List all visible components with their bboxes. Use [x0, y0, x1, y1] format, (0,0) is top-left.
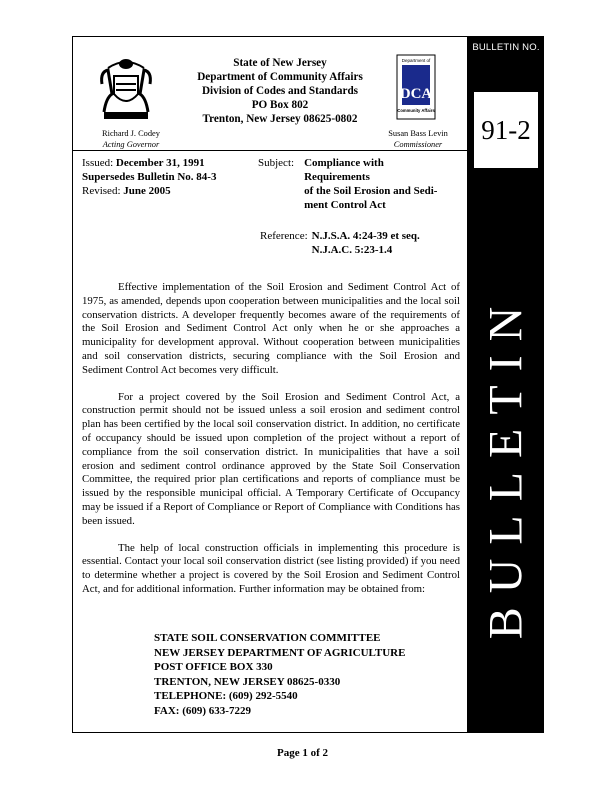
governor-name: Richard J. Codey [102, 129, 160, 138]
bulletin-number-box [474, 92, 538, 168]
subject-label: Subject: [258, 157, 295, 169]
revised-date: June 2005 [123, 185, 171, 197]
issued-date: December 31, 1991 [115, 157, 205, 169]
commissioner-title: Commissioner [393, 140, 443, 149]
subject-line: ment Control Act [304, 199, 386, 211]
subject-line: Compliance with Requirements [304, 157, 384, 183]
logo-letters: DCA [399, 86, 433, 102]
address-line: TRENTON, NEW JERSEY 08625-0330 [154, 675, 341, 688]
reference-text [312, 229, 420, 257]
logo-top-text: Department of [401, 58, 431, 63]
address-line: NEW JERSEY DEPARTMENT OF AGRICULTURE [154, 646, 406, 659]
agency-header [180, 56, 380, 126]
subject-text [304, 156, 444, 212]
issue-info [82, 156, 216, 198]
logo-bottom-text: Community Affairs [397, 108, 435, 113]
governor-signature [86, 128, 176, 150]
revised-label: Revised: [82, 185, 121, 197]
header-po-box: PO Box 802 [251, 99, 309, 111]
subject-line: of the Soil Erosion and Sedi- [304, 185, 438, 197]
reference-line: N.J.S.A. 4:24-39 et seq. [311, 230, 420, 242]
reference-block [260, 229, 420, 257]
address-line: POST OFFICE BOX 330 [154, 661, 273, 673]
header-department: Department of Community Affairs [197, 71, 363, 83]
bulletin-number: 91-2 [481, 114, 531, 145]
page-number: Page 1 of 2 [276, 747, 328, 759]
body-paragraph: For a project covered by the Soil Erosion and Sediment Control Act, a construction permit should not be issued unless a soil erosion and sediment control plan has been certified by the local soil conservation district. In addition, no certificate of occupancy should be issued upon completion of the project without a report of compliance from the soil conservation district. In municipalities that have a soil erosion and sediment control ordinance approved by the State Soil Conservation Committee, the required prior plan certifications and reports of compliance must be issued by the responsible municipal official. A Temporary Certificate of Occupancy may be issued if a Report of Compliance or Report of Compliance with Conditions has been issued. [82, 390, 460, 527]
subject-block [258, 156, 444, 212]
nj-state-seal-icon [98, 54, 154, 122]
header-state: State of New Jersey [233, 57, 327, 69]
contact-address [154, 631, 405, 718]
supersedes-note: Supersedes Bulletin No. 84-3 [82, 171, 217, 183]
telephone-line: TELEPHONE: (609) 292-5540 [154, 690, 298, 702]
issued-label: Issued: [82, 157, 114, 169]
dca-logo-icon [396, 54, 436, 120]
address-line: STATE SOIL CONSERVATION COMMITTEE [154, 632, 381, 644]
bulletin-no-label: BULLETIN NO. [472, 42, 540, 53]
commissioner-signature [378, 128, 458, 150]
reference-line: N.J.A.C. 5:23-1.4 [311, 244, 393, 256]
bulletin-sidebar [468, 36, 544, 733]
header-division: Division of Codes and Standards [201, 85, 359, 97]
commissioner-name: Susan Bass Levin [388, 129, 448, 138]
header-city: Trenton, New Jersey 08625-0802 [202, 113, 358, 125]
bulletin-vertical-title: BULLETIN [479, 292, 533, 640]
bulletin-body [82, 281, 460, 610]
body-paragraph: Effective implementation of the Soil Erosion and Sediment Control Act of 1975, as amended, depends upon cooperation between municipalities and the local soil conservation districts. A developer frequently becomes aware of the requirements of the Soil Erosion and Sediment Control Act only when he or she approaches a municipality for development approval. Without cooperation between municipalities and soil conservation districts, securing compliance with the Soil Erosion and Sediment Control Act becomes very difficult. [82, 281, 460, 376]
reference-label: Reference: [260, 230, 308, 242]
governor-title: Acting Governor [102, 140, 160, 149]
body-paragraph: The help of local construction officials in implementing this procedure is essential. Contact your local soil conservation district (see listing provided) if you need to determine whether a project is covered by the Soil Erosion and Sediment Control Act, and for additional information. Further information may be obtained from: [82, 541, 460, 595]
fax-line: FAX: (609) 633-7229 [154, 704, 251, 717]
header-divider [73, 150, 467, 151]
